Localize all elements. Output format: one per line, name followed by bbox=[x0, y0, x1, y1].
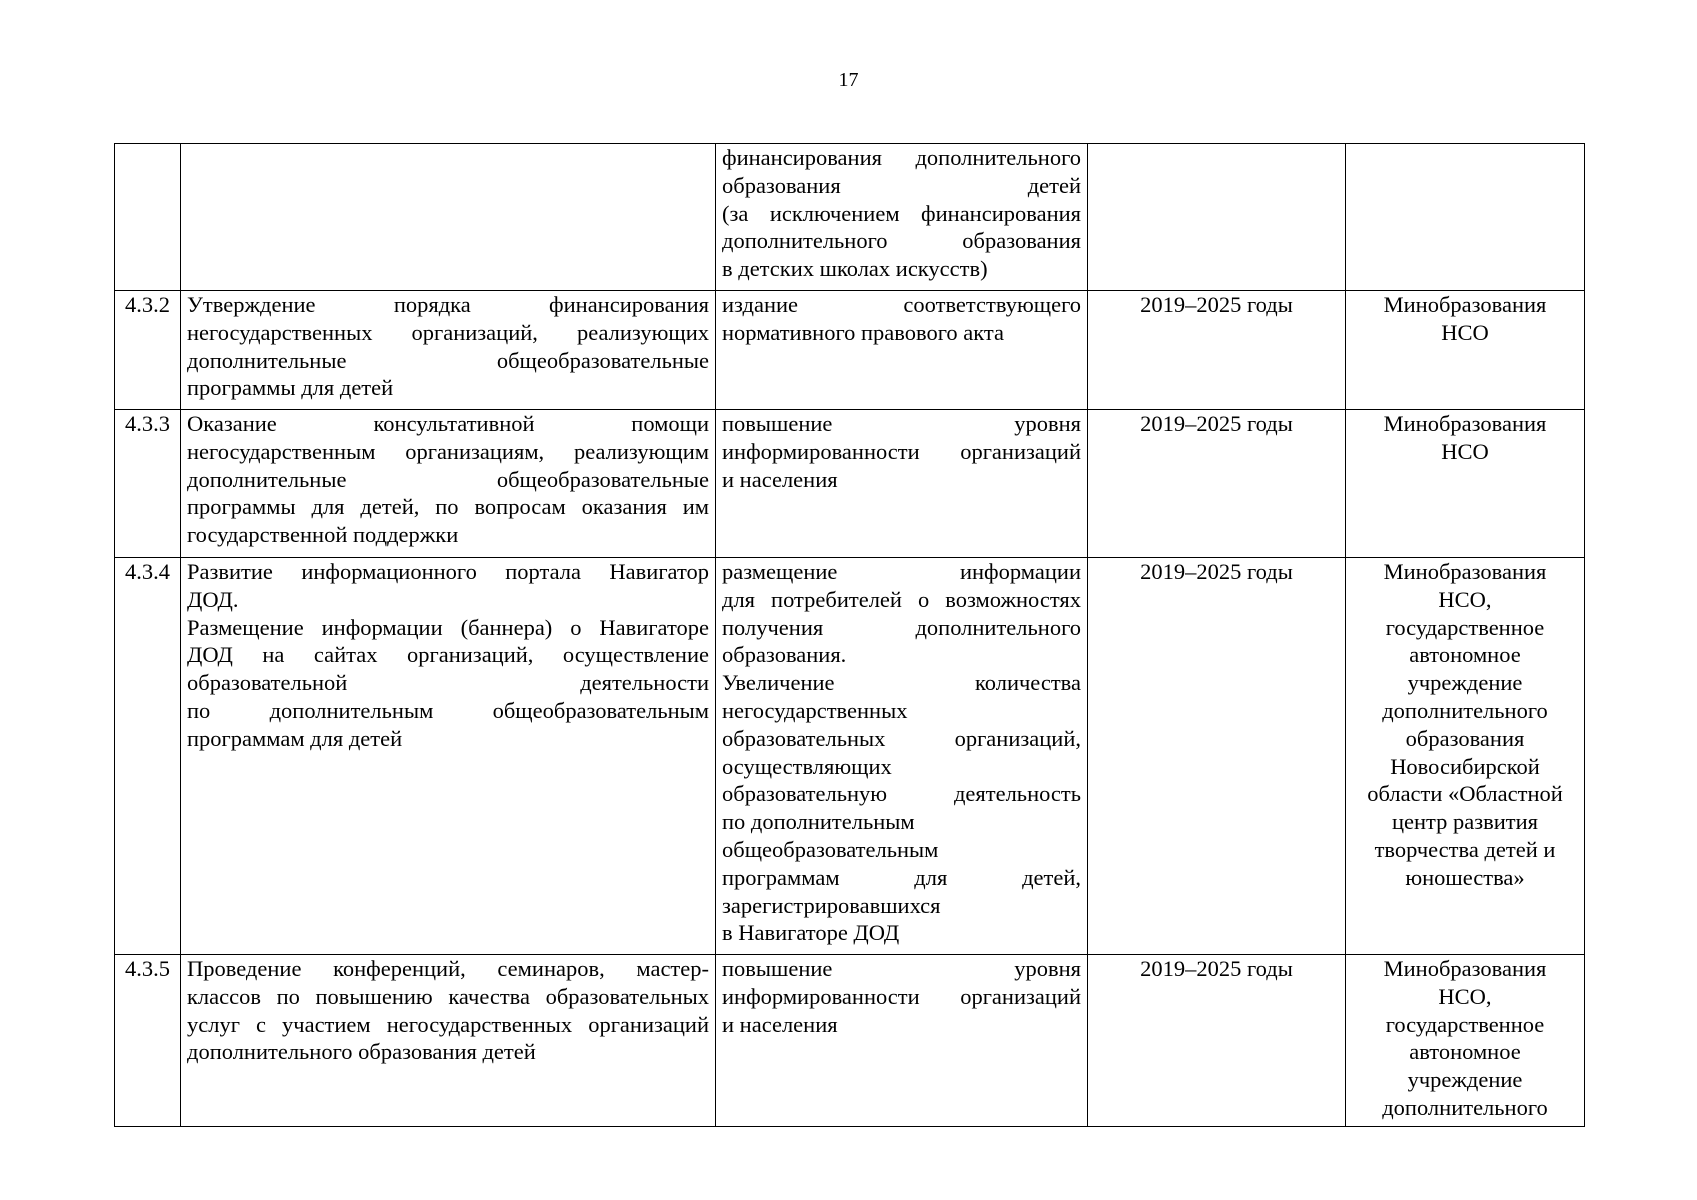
result-line: программам для детей, bbox=[722, 864, 1081, 890]
result-line: Увеличение количества bbox=[722, 670, 1081, 696]
executor-line: НСО bbox=[1441, 319, 1489, 345]
result-line: повышение уровня bbox=[722, 411, 1081, 436]
event-line: ДОД. bbox=[187, 586, 239, 612]
executor-line: Минобразования bbox=[1383, 292, 1547, 317]
period-cell bbox=[1088, 291, 1346, 410]
executor-line: НСО, bbox=[1438, 983, 1492, 1009]
event-line: негосударственным организациям, реализующим bbox=[187, 438, 709, 464]
event-line: программам для детей bbox=[187, 725, 403, 751]
table-row bbox=[115, 410, 1585, 558]
item-number-cell bbox=[115, 955, 181, 1127]
executor-line: образования bbox=[1405, 725, 1525, 751]
result-line: по дополнительным bbox=[722, 809, 915, 835]
executor-line: Минобразования bbox=[1383, 956, 1547, 981]
item-number-cell bbox=[115, 144, 181, 291]
period-cell bbox=[1088, 144, 1346, 291]
item-number-cell bbox=[115, 291, 181, 410]
result-line: образования детей bbox=[722, 172, 1081, 198]
event-line: Утверждение порядка финансирования bbox=[187, 292, 709, 317]
item-number: 4.3.2 bbox=[125, 292, 170, 317]
event-line: Оказание консультативной помощи bbox=[187, 411, 709, 436]
result-line: осуществляющих bbox=[722, 753, 892, 779]
executor-line: автономное bbox=[1409, 1039, 1521, 1065]
table-row bbox=[115, 144, 1585, 291]
executor-line: центр развития bbox=[1391, 809, 1539, 835]
event-cell bbox=[181, 955, 716, 1127]
period-text: 2019–2025 годы bbox=[1140, 292, 1293, 317]
period-cell bbox=[1088, 558, 1346, 955]
item-number: 4.3.5 bbox=[125, 956, 170, 981]
item-number-cell bbox=[115, 558, 181, 955]
table-row bbox=[115, 291, 1585, 410]
event-line: государственной поддержки bbox=[187, 522, 459, 548]
event-cell bbox=[181, 291, 716, 410]
result-line: размещение информации bbox=[722, 559, 1081, 584]
result-line: образовательных организаций, bbox=[722, 725, 1081, 751]
event-line: образовательной деятельности bbox=[187, 670, 709, 696]
result-line: информированности организаций bbox=[722, 983, 1081, 1009]
result-line: для потребителей о возможностях bbox=[722, 586, 1081, 612]
executor-line: автономное bbox=[1409, 642, 1521, 668]
executor-line: государственное bbox=[1385, 614, 1545, 640]
event-line: классов по повышению качества образовательных bbox=[187, 983, 709, 1009]
period-text: 2019–2025 годы bbox=[1140, 956, 1293, 981]
executor-line: дополнительного bbox=[1382, 1094, 1548, 1120]
event-line: Проведение конференций, семинаров, мастер- bbox=[187, 956, 709, 981]
result-line: негосударственных bbox=[722, 697, 908, 723]
executor-line: области «Областной bbox=[1367, 781, 1563, 807]
executor-line: Новосибирской bbox=[1390, 753, 1540, 779]
period-cell bbox=[1088, 410, 1346, 558]
table-row bbox=[115, 955, 1585, 1127]
executor-line: дополнительного bbox=[1382, 697, 1548, 723]
result-cell bbox=[716, 558, 1088, 955]
period-text: 2019–2025 годы bbox=[1140, 559, 1293, 584]
executor-line: творчества детей и bbox=[1374, 836, 1556, 862]
event-line: Развитие информационного портала Навигатор bbox=[187, 559, 709, 584]
result-line: и населения bbox=[722, 466, 838, 492]
result-line: и населения bbox=[722, 1011, 838, 1037]
result-line: зарегистрировавшихся bbox=[722, 892, 941, 918]
page-number: 17 bbox=[838, 69, 859, 91]
event-line: дополнительные общеобразовательные bbox=[187, 466, 709, 492]
result-line: повышение уровня bbox=[722, 956, 1081, 981]
executor-line: учреждение bbox=[1407, 670, 1523, 696]
event-line: программы для детей, по вопросам оказания им bbox=[187, 494, 709, 520]
event-line: Размещение информации (баннера) о Навигаторе bbox=[187, 614, 709, 640]
executor-line: НСО, bbox=[1438, 586, 1492, 612]
result-line: издание соответствующего bbox=[722, 292, 1081, 317]
event-cell bbox=[181, 558, 716, 955]
executor-line: НСО bbox=[1441, 438, 1489, 464]
result-line: информированности организаций bbox=[722, 438, 1081, 464]
period-text: 2019–2025 годы bbox=[1140, 411, 1293, 436]
action-plan-table bbox=[114, 143, 1585, 1127]
executor-cell bbox=[1346, 410, 1585, 558]
period-cell bbox=[1088, 955, 1346, 1127]
executor-line: государственное bbox=[1385, 1011, 1545, 1037]
table-row bbox=[115, 558, 1585, 955]
result-cell bbox=[716, 144, 1088, 291]
event-line: дополнительного образования детей bbox=[187, 1039, 536, 1065]
result-line: образовательную деятельность bbox=[722, 781, 1081, 807]
executor-cell bbox=[1346, 955, 1585, 1127]
event-cell bbox=[181, 144, 716, 291]
result-line: (за исключением финансирования bbox=[722, 200, 1081, 226]
result-line: общеобразовательным bbox=[722, 836, 939, 862]
executor-cell bbox=[1346, 291, 1585, 410]
event-line: негосударственных организаций, реализующих bbox=[187, 319, 709, 345]
event-cell bbox=[181, 410, 716, 558]
executor-cell bbox=[1346, 144, 1585, 291]
event-line: программы для детей bbox=[187, 375, 394, 401]
result-line: нормативного правового акта bbox=[722, 319, 1004, 345]
result-cell bbox=[716, 291, 1088, 410]
item-number: 4.3.4 bbox=[125, 559, 170, 584]
event-line: ДОД на сайтах организаций, осуществление bbox=[187, 642, 709, 668]
executor-line: юношества» bbox=[1405, 864, 1525, 890]
result-line: дополнительного образования bbox=[722, 228, 1081, 254]
result-line: получения дополнительного bbox=[722, 614, 1081, 640]
event-line: услуг с участием негосударственных организаций bbox=[187, 1011, 709, 1037]
result-line: в детских школах искусств) bbox=[722, 256, 988, 282]
item-number-cell bbox=[115, 410, 181, 558]
event-line: по дополнительным общеобразовательным bbox=[187, 697, 709, 723]
event-line: дополнительные общеобразовательные bbox=[187, 347, 709, 373]
result-line: образования. bbox=[722, 642, 847, 668]
executor-cell bbox=[1346, 558, 1585, 955]
executor-line: Минобразования bbox=[1383, 559, 1547, 584]
result-cell bbox=[716, 410, 1088, 558]
result-line: в Навигаторе ДОД bbox=[722, 920, 900, 946]
result-cell bbox=[716, 955, 1088, 1127]
item-number: 4.3.3 bbox=[125, 411, 170, 436]
executor-line: учреждение bbox=[1407, 1067, 1523, 1093]
executor-line: Минобразования bbox=[1383, 411, 1547, 436]
result-line: финансирования дополнительного bbox=[722, 145, 1081, 170]
